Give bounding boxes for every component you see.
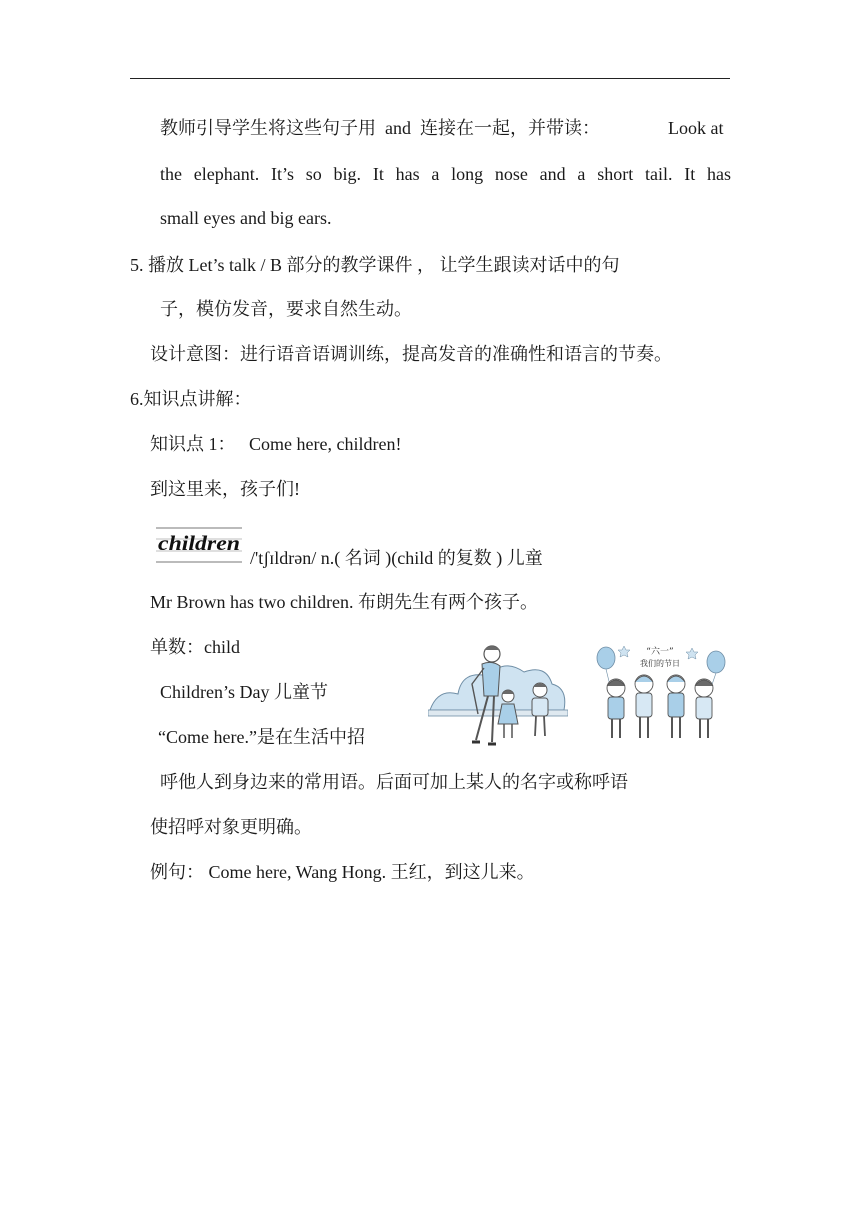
- singular-form: 单数：child: [150, 637, 240, 657]
- childrens-day: Children’s Day 儿童节: [160, 682, 328, 702]
- item5-line2: 子，模仿发音，要求自然生动。: [160, 299, 412, 319]
- example2: 例句： Come here, Wang Hong. 王红，到这儿来。: [150, 862, 535, 882]
- usage-line2: 呼他人到身边来的常用语。后面可加上某人的名字或称呼语: [160, 772, 628, 792]
- header-rule: [130, 78, 730, 79]
- example1: Mr Brown has two children. 布朗先生有两个孩子。: [150, 592, 538, 612]
- festival-banner-line2: 我们的节日: [640, 659, 680, 668]
- usage-line3: 使招呼对象更明确。: [150, 817, 312, 837]
- para1-line1-and: and: [385, 118, 411, 138]
- point1-label: 知识点 1：: [150, 434, 236, 454]
- para1-line2: the elephant. It’s so big. It has a long nose and a short tail. It has: [160, 164, 731, 184]
- festival-banner-line1: “六一”: [646, 647, 674, 657]
- point1-line: [150, 432, 401, 456]
- para1-line1-cn: 教师引导学生将这些句子用: [160, 118, 376, 138]
- para1-line3: small eyes and big ears.: [160, 208, 332, 228]
- para1-line1-cn2: 连接在一起，并带读：: [420, 118, 600, 138]
- para1-line1: [160, 116, 600, 140]
- handwriting-word-image: [156, 526, 242, 564]
- vocab-definition: /'tʃɪldrən/ n.( 名词 )(child 的复数 ) 儿童: [250, 548, 543, 568]
- point1-translation: 到这里来，孩子们!: [150, 479, 300, 499]
- design-intent: 设计意图：进行语音语调训练，提高发音的准确性和语言的节奏。: [150, 344, 672, 364]
- item5-line1: 5. 播放 Let’s talk / B 部分的教学课件 ， 让学生跟读对话中的句: [130, 255, 620, 275]
- childrens-day-illustration: [592, 640, 728, 750]
- item6-heading: 6.知识点讲解：: [130, 389, 252, 409]
- handwriting-word: children: [158, 531, 240, 555]
- usage-line1: “Come here.”是在生活中招: [158, 727, 365, 747]
- teacher-children-illustration: [428, 640, 568, 750]
- para1-line1-en: Look at: [668, 118, 724, 138]
- point1-sentence: Come here, children!: [249, 434, 402, 454]
